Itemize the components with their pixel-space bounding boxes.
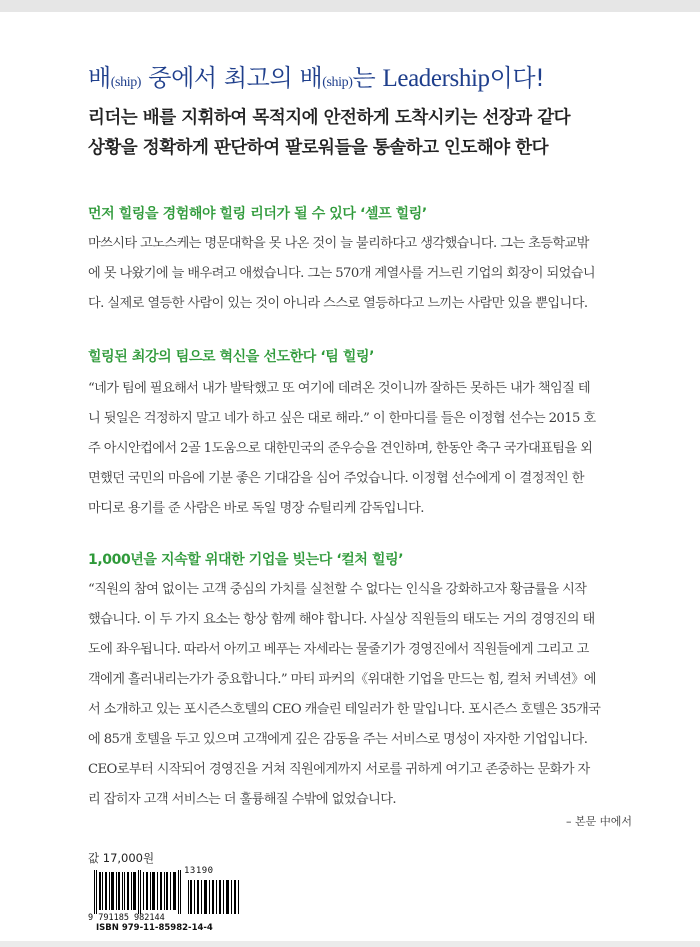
section-title-team-healing: 힐링된 최강의 팀으로 혁신을 선도한다 ‘팀 힐링’ xyxy=(88,349,375,365)
section-title-self-healing: 먼저 힐링을 경험해야 힐링 리더가 될 수 있다 ‘셀프 힐링’ xyxy=(88,206,427,222)
barcode-addon-digits: 13190 xyxy=(184,866,214,876)
barcode-ean-digits: 9 791185 982144 xyxy=(88,913,165,923)
headline-text: 중에서 최고의 배 xyxy=(141,64,323,92)
section-title-culture-healing: 1,000년을 지속할 위대한 기업을 빚는다 ‘컬처 힐링’ xyxy=(88,552,404,568)
bottom-border xyxy=(0,941,700,947)
paragraph-line: 면했던 국민의 마음에 기분 좋은 기대감을 심어 주었습니다. 이정협 선수에게 이 결정적인 한 xyxy=(88,471,584,486)
paragraph-line: “네가 팀에 필요해서 내가 발탁했고 또 여기에 데려온 것이니까 잘하든 못하든 내가 책임질 테 xyxy=(88,381,590,396)
isbn-number: ISBN 979-11-85982-14-4 xyxy=(96,923,213,933)
paragraph-line: 니 뒷일은 걱정하지 말고 네가 하고 싶은 대로 해라.” 이 한마디를 들은 이정협 선수는 2015 호 xyxy=(88,411,596,426)
paragraph-line: 도에 좌우됩니다. 따라서 아끼고 베푸는 자세라는 물줄기가 경영진에서 직원들에게 그리고 고 xyxy=(88,642,589,657)
barcode-icon xyxy=(88,870,246,914)
paragraph-line: 했습니다. 이 두 가지 요소는 항상 함께 해야 합니다. 사실상 직원들의 태도는 거의 경영진의 태 xyxy=(88,612,595,627)
paragraph-line: 다. 실제로 열등한 사람이 있는 것이 아니라 스스로 열등하다고 느끼는 사람만 있을 뿐입니다. xyxy=(88,296,588,311)
price-label: 값 17,000원 xyxy=(88,851,155,865)
section-paragraph-team-healing xyxy=(88,374,640,524)
headline-text: 는 xyxy=(352,64,383,92)
headline-ship: (ship) xyxy=(322,75,353,90)
section-paragraph-culture-healing xyxy=(88,575,640,815)
isbn-barcode xyxy=(88,866,246,932)
paragraph-line: 리 잡히자 고객 서비스는 더 훌륭해질 수밖에 없었습니다. xyxy=(88,792,396,807)
headline-ship: (ship) xyxy=(110,75,142,90)
headline-text: 이다! xyxy=(489,64,545,92)
paragraph-line: 마쓰시타 고노스케는 명문대학을 못 나온 것이 늘 불리하다고 생각했습니다. 그는 초등학교밖 xyxy=(88,236,589,251)
headline xyxy=(88,58,688,93)
paragraph-line: CEO로부터 시작되어 경영진을 거쳐 직원에게까지 서로를 귀하게 여기고 존중하는 문화가 자 xyxy=(88,762,590,777)
lead-line-2: 상황을 정확하게 판단하여 팔로워들을 통솔하고 인도해야 한다 xyxy=(88,138,549,158)
paragraph-line: 객에게 흘러내리는가가 중요합니다.” 마티 파커의《위대한 기업을 만드는 힘, 컬처 커넥션》에 xyxy=(88,672,596,687)
source-note: – 본문 中에서 xyxy=(566,815,632,828)
section-paragraph-self-healing xyxy=(88,229,640,319)
paragraph-line: “직원의 참여 없이는 고객 중심의 가치를 실천할 수 없다는 인식을 강화하고자 황금률을 시작 xyxy=(88,582,587,597)
headline-text: 배 xyxy=(88,64,111,92)
paragraph-line: 마디로 용기를 준 사람은 바로 독일 명장 슈틸리케 감독입니다. xyxy=(88,501,424,516)
paragraph-line: 주 아시안컵에서 2골 1도움으로 대한민국의 준우승을 견인하며, 한동안 축구 국가대표팀을 외 xyxy=(88,441,593,456)
paragraph-line: 서 소개하고 있는 포시즌스호텔의 CEO 캐슬린 테일러가 한 말입니다. 포시즌스 호텔은 35개국 xyxy=(88,702,601,717)
headline-latin: Leadership xyxy=(382,65,490,92)
lead-line-1: 리더는 배를 지휘하여 목적지에 안전하게 도착시키는 선장과 같다 xyxy=(88,108,571,128)
paragraph-line: 에 85개 호텔을 두고 있으며 고객에게 깊은 감동을 주는 서비스로 명성이 자자한 기업입니다. xyxy=(88,732,588,747)
top-border xyxy=(0,0,700,12)
paragraph-line: 에 못 나왔기에 늘 배우려고 애썼습니다. 그는 570개 계열사를 거느린 기업의 회장이 되었습니 xyxy=(88,266,596,281)
